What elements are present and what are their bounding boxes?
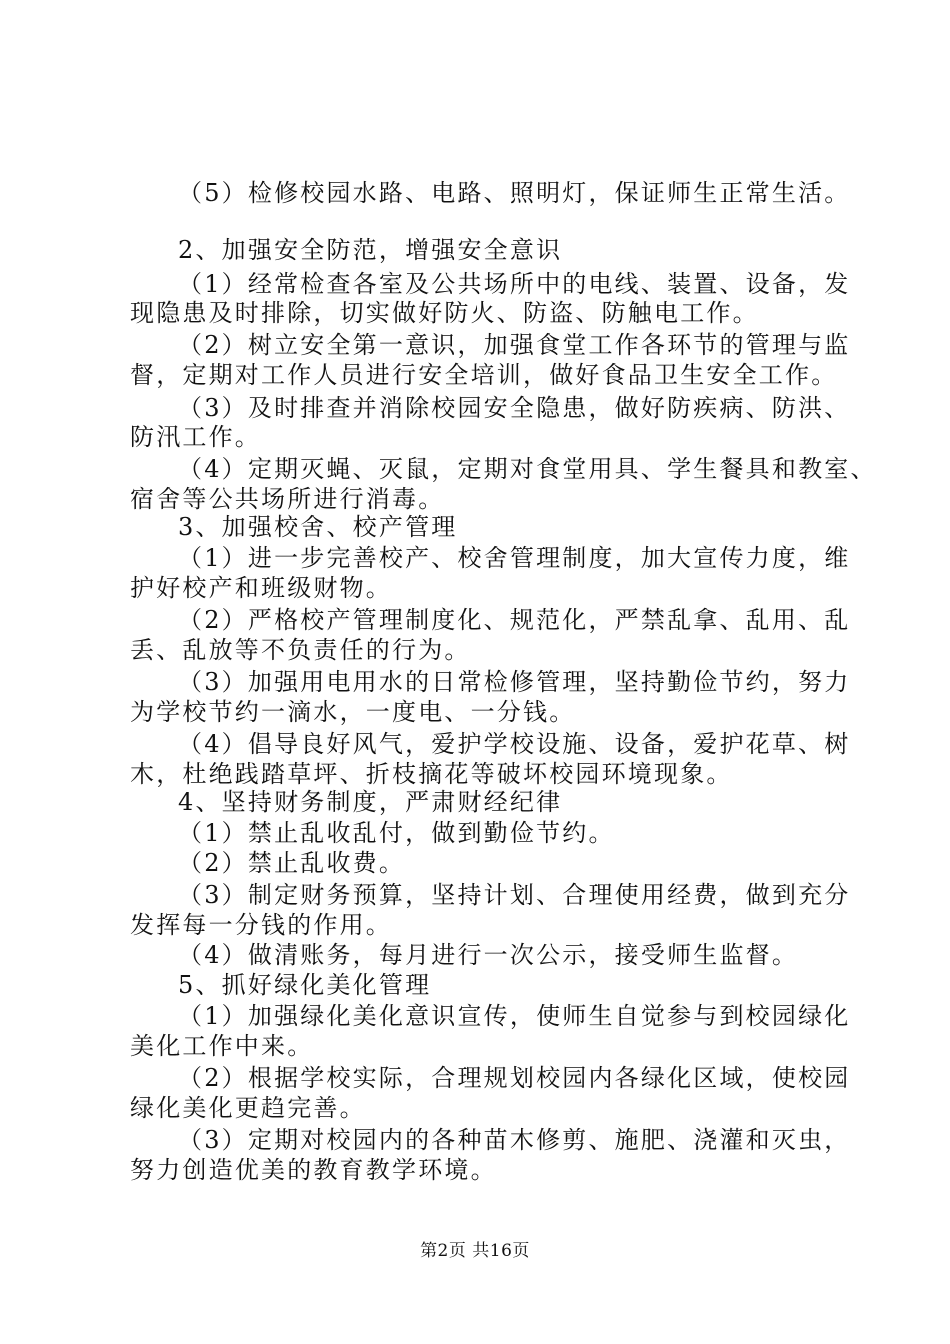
text-line: 防汛工作。 xyxy=(130,423,261,451)
text-line: （4）定期灭蝇、灭鼠，定期对食堂用具、学生餐具和教室、 xyxy=(178,455,877,483)
text-line: （4）倡导良好风气，爱护学校设施、设备，爱护花草、树 xyxy=(178,730,851,758)
text-line: 美化工作中来。 xyxy=(130,1032,314,1060)
section-heading: 5、抓好绿化美化管理 xyxy=(178,971,432,999)
text-line: 丢、乱放等不负责任的行为。 xyxy=(130,636,471,664)
text-line: （3）定期对校园内的各种苗木修剪、施肥、浇灌和灭虫， xyxy=(178,1126,851,1154)
text-line: （1）禁止乱收乱付，做到勤俭节约。 xyxy=(178,819,615,847)
text-line: 木，杜绝践踏草坪、折枝摘花等破坏校园环境现象。 xyxy=(130,760,733,788)
text-line: 为学校节约一滴水，一度电、一分钱。 xyxy=(130,698,576,726)
text-line: 现隐患及时排除，切实做好防火、防盗、防触电工作。 xyxy=(130,299,759,327)
text-line: （2）根据学校实际，合理规划校园内各绿化区域，使校园 xyxy=(178,1064,851,1092)
text-line: （2）严格校产管理制度化、规范化，严禁乱拿、乱用、乱 xyxy=(178,606,851,634)
page-footer: 第2页 共16页 xyxy=(420,1241,530,1261)
text-line: （1）进一步完善校产、校舍管理制度，加大宣传力度，维 xyxy=(178,544,851,572)
text-line: 发挥每一分钱的作用。 xyxy=(130,911,392,939)
text-line: 绿化美化更趋完善。 xyxy=(130,1094,366,1122)
text-line: （3）加强用电用水的日常检修管理，坚持勤俭节约，努力 xyxy=(178,668,851,696)
text-line: （1）经常检查各室及公共场所中的电线、装置、设备，发 xyxy=(178,270,851,298)
section-heading: 2、加强安全防范，增强安全意识 xyxy=(178,236,563,264)
text-line: （3）及时排查并消除校园安全隐患，做好防疾病、防洪、 xyxy=(178,394,851,422)
section-heading: 3、加强校舍、校产管理 xyxy=(178,513,458,541)
text-line: （4）做清账务，每月进行一次公示，接受师生监督。 xyxy=(178,941,799,969)
text-line: （2）禁止乱收费。 xyxy=(178,849,406,877)
text-line: 督，定期对工作人员进行安全培训，做好食品卫生安全工作。 xyxy=(130,361,838,389)
text-line: 宿舍等公共场所进行消毒。 xyxy=(130,485,445,513)
text-line: 努力创造优美的教育教学环境。 xyxy=(130,1156,497,1184)
text-line: （2）树立安全第一意识，加强食堂工作各环节的管理与监 xyxy=(178,331,851,359)
text-line: （5）检修校园水路、电路、照明灯，保证师生正常生活。 xyxy=(178,179,851,207)
text-line: （1）加强绿化美化意识宣传，使师生自觉参与到校园绿化 xyxy=(178,1002,851,1030)
text-line: （3）制定财务预算，坚持计划、合理使用经费，做到充分 xyxy=(178,881,851,909)
section-heading: 4、坚持财务制度，严肃财经纪律 xyxy=(178,788,563,816)
text-line: 护好校产和班级财物。 xyxy=(130,574,392,602)
